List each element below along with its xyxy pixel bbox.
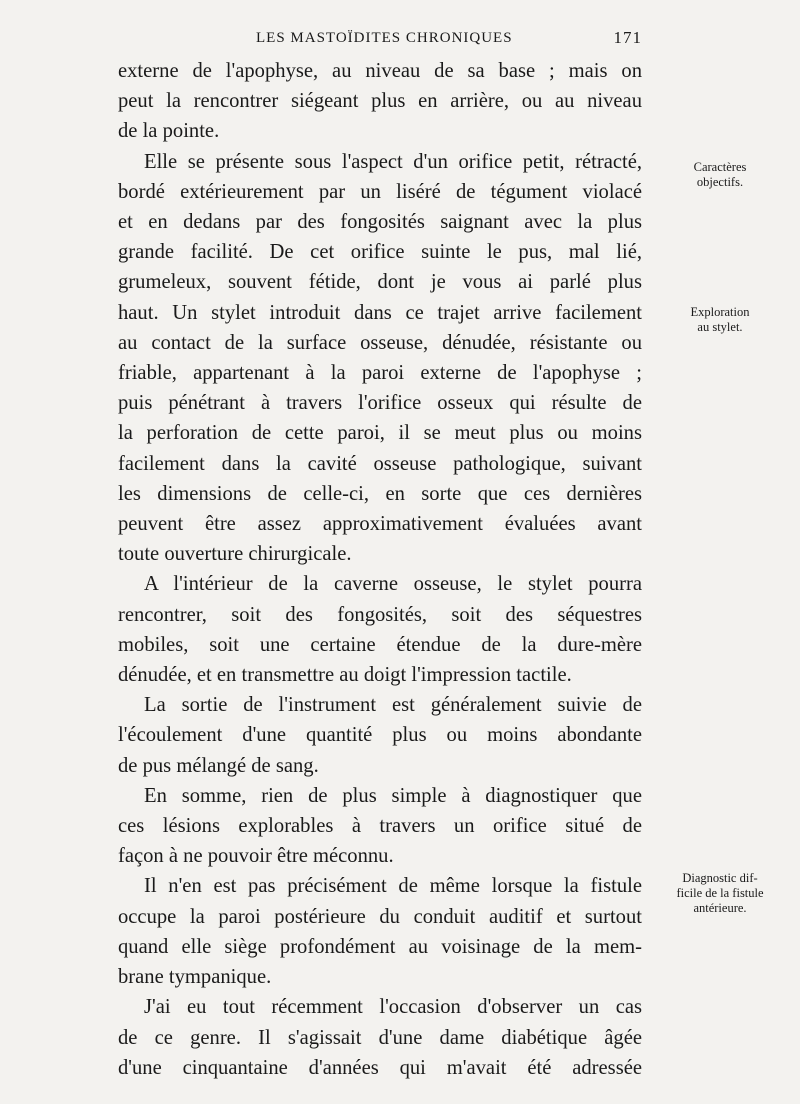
margin-note-line: Diagnostic dif- [682, 871, 758, 885]
text-line: occupe la paroi postérieure du conduit auditif et surtout [118, 905, 642, 928]
text-line: puis pénétrant à travers l'orifice osseux qui résulte de [118, 392, 642, 415]
text-line: Elle se présente sous l'aspect d'un orifice petit, rétracté, [144, 150, 642, 173]
text-line: peuvent être assez approximativement évaluées avant [118, 513, 642, 536]
text-line: d'une cinquantaine d'années qui m'avait été adressée [118, 1056, 642, 1079]
margin-note-line: objectifs. [696, 175, 744, 189]
margin-note-caracteres [660, 160, 780, 190]
text-line: grumeleux, souvent fétide, dont je vous ai parlé plus [118, 271, 642, 294]
text-line: bordé extérieurement par un liséré de tégument violacé [118, 180, 642, 203]
body-text [118, 56, 642, 1083]
margin-note-line: ficile de la fistule [676, 886, 764, 900]
text-line: façon à ne pouvoir être méconnu. [118, 845, 394, 868]
text-line: haut. Un stylet introduit dans ce trajet arrive facilement [118, 301, 642, 324]
text-line: brane tympanique. [118, 966, 272, 989]
text-line: Il n'en est pas précisément de même lorsque la fistule [144, 875, 642, 898]
text-line: les dimensions de celle-ci, en sorte que ces dernières [118, 482, 642, 505]
margin-note-line: antérieure. [693, 901, 747, 915]
text-line: dénudée, et en transmettre au doigt l'impression tactile. [118, 664, 572, 687]
text-line: de ce genre. Il s'agissait d'une dame diabétique âgée [118, 1026, 642, 1049]
text-line: au contact de la surface osseuse, dénudée, résistante ou [118, 331, 642, 354]
text-line: quand elle siège profondément au voisinage de la mem- [118, 935, 642, 958]
text-line: mobiles, soit une certaine étendue de la dure-mère [118, 633, 642, 656]
running-head [118, 26, 642, 54]
text-line: l'écoulement d'une quantité plus ou moins abondante [118, 724, 642, 747]
text-line: la perforation de cette paroi, il se meut plus ou moins [118, 422, 642, 445]
text-line: rencontrer, soit des fongosités, soit des séquestres [118, 603, 642, 626]
margin-note-line: Exploration [690, 305, 750, 319]
running-title: LES MASTOÏDITES CHRONIQUES [256, 30, 513, 46]
text-line: En somme, rien de plus simple à diagnostiquer que [144, 784, 642, 807]
text-line: peut la rencontrer siégeant plus en arrière, ou au niveau [118, 90, 642, 113]
margin-note-exploration [660, 305, 780, 335]
text-line: externe de l'apophyse, au niveau de sa base ; mais on [118, 60, 642, 82]
text-line: de pus mélangé de sang. [118, 754, 319, 777]
text-line: facilement dans la cavité osseuse pathologique, suivant [118, 452, 642, 475]
text-line: toute ouverture chirurgicale. [118, 543, 352, 566]
page-number: 171 [613, 28, 642, 47]
margin-note-diagnostic [660, 871, 780, 916]
text-line: de la pointe. [118, 120, 220, 143]
margin-note-line: Caractères [693, 160, 747, 174]
text-line: et en dedans par des fongosités saignant avec la plus [118, 211, 642, 234]
text-line: A l'intérieur de la caverne osseuse, le stylet pourra [144, 573, 642, 596]
margin-note-line: au stylet. [697, 320, 743, 334]
text-line: ces lésions explorables à travers un orifice situé de [118, 815, 642, 838]
text-line: La sortie de l'instrument est généralement suivie de [144, 694, 642, 717]
text-line: grande facilité. De cet orifice suinte le pus, mal lié, [118, 241, 642, 264]
text-line: friable, appartenant à la paroi externe de l'apophyse ; [118, 362, 642, 385]
text-line: J'ai eu tout récemment l'occasion d'observer un cas [144, 996, 642, 1019]
